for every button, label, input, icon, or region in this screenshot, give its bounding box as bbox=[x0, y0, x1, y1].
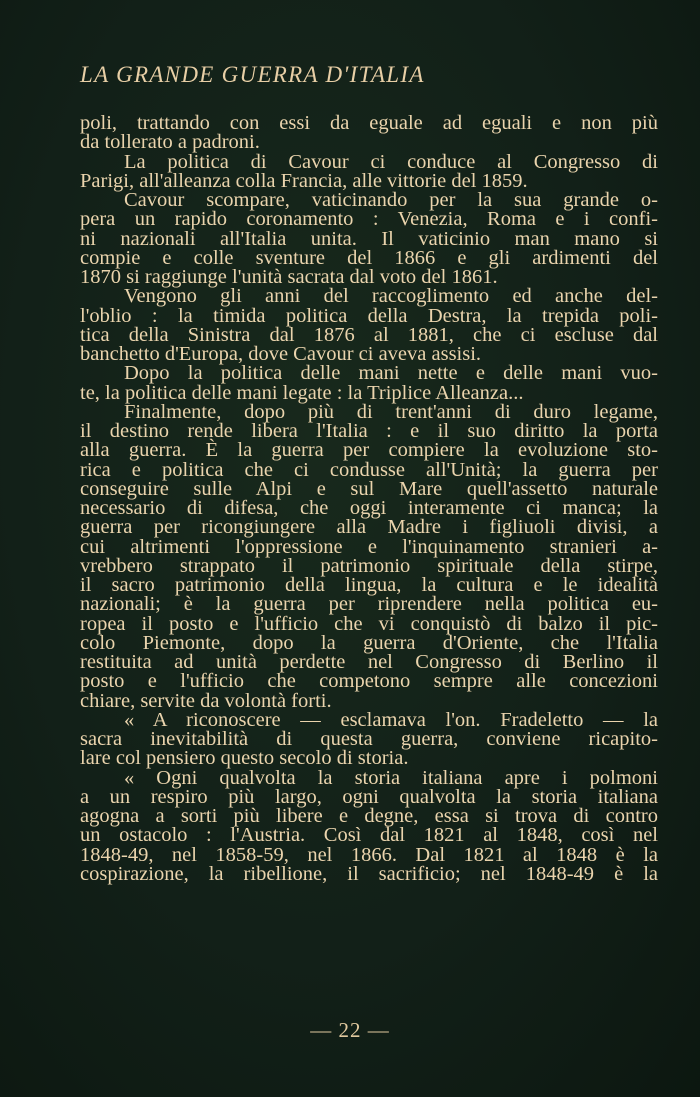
text-line: sacra inevitabilità di questa guerra, conviene ricapito- bbox=[80, 728, 658, 750]
text-line: il destino rende libera l'Italia : e il suo diritto la porta bbox=[80, 420, 658, 442]
text-line: Parigi, all'alleanza colla Francia, alle vittorie del 1859. bbox=[80, 169, 528, 192]
text-line: guerra per ricongiungere alla Madre i figliuoli divisi, a bbox=[80, 516, 658, 539]
text-line: Cavour scompare, vaticinando per la sua grande o- bbox=[124, 189, 658, 211]
text-line: pera un rapido coronamento : Venezia, Roma e i confi- bbox=[80, 208, 658, 231]
text-line: da tollerato a padroni. bbox=[80, 131, 260, 154]
text-line: nazionali; è la guerra per riprendere nella politica eu- bbox=[80, 593, 658, 616]
text-line: Finalmente, dopo più di trent'anni di duro legame, bbox=[124, 400, 658, 423]
text-line: l'oblio : la timida politica della Destra, la trepida poli- bbox=[80, 304, 658, 327]
text-line: « A riconoscere — esclamava l'on. Fradeletto — la bbox=[124, 708, 658, 731]
text-line: cospirazione, la ribellione, il sacrificio; nel 1848-49 è la bbox=[80, 862, 658, 885]
page-number: — 22 — bbox=[310, 1018, 390, 1042]
text-line: tica della Sinistra dal 1876 al 1881, che ci escluse dal bbox=[80, 323, 658, 346]
text-line: restituita ad unità perdette nel Congresso di Berlino il bbox=[80, 651, 658, 673]
text-line: colo Piemonte, dopo la guerra d'Oriente, che l'Italia bbox=[80, 631, 658, 654]
text-line: necessario di difesa, che oggi interamente ci manca; la bbox=[80, 497, 658, 519]
text-line: un ostacolo : l'Austria. Così dal 1821 al 1848, così nel bbox=[80, 824, 658, 847]
text-line: chiare, servite da volontà forti. bbox=[80, 689, 332, 712]
running-header: LA GRANDE GUERRA D'ITALIA bbox=[80, 62, 425, 87]
text-line: poli, trattando con essi da eguale ad eguali e non più bbox=[80, 112, 658, 134]
text-line: Vengono gli anni del raccoglimento ed anche del- bbox=[124, 285, 658, 308]
text-line: 1870 si raggiunge l'unità sacrata dal voto del 1861. bbox=[80, 266, 498, 288]
text-line: La politica di Cavour ci conduce al Congresso di bbox=[124, 150, 658, 173]
text-line: cui altrimenti l'oppressione e l'inquinamento stranieri a- bbox=[80, 535, 658, 558]
text-line: ropea il posto e l'ufficio che vi conquistò di balzo il pic- bbox=[80, 612, 658, 635]
text-line: Dopo la politica delle mani nette e delle mani vuo- bbox=[124, 362, 658, 385]
text-line: lare col pensiero questo secolo di storia. bbox=[80, 747, 409, 770]
text-line: conseguire sulle Alpi e sul Mare quell'assetto naturale bbox=[80, 477, 658, 500]
text-line: alla guerra. È la guerra per compiere la evoluzione sto- bbox=[80, 439, 658, 462]
text-line: agogna a sorti più libere e degne, essa si trova di contro bbox=[80, 805, 658, 827]
text-line: « Ogni qualvolta la storia italiana apre i polmoni bbox=[124, 766, 658, 789]
body-text bbox=[80, 114, 658, 884]
text-line: il sacro patrimonio della lingua, la cultura e le idealità bbox=[80, 574, 658, 596]
text-line: compie e colle sventure del 1866 e gli ardimenti del bbox=[80, 246, 658, 269]
text-line: ni nazionali all'Italia unita. Il vaticinio man mano si bbox=[80, 227, 658, 250]
text-line: vrebbero strappato il patrimonio spirituale della stirpe, bbox=[80, 554, 658, 577]
text-line: banchetto d'Europa, dove Cavour ci aveva assisi. bbox=[80, 343, 482, 365]
text-line: posto e l'ufficio che competono sempre alle concezioni bbox=[80, 670, 658, 693]
text-line: 1848-49, nel 1858-59, nel 1866. Dal 1821 al 1848 è la bbox=[80, 843, 658, 866]
text-line: a un respiro più largo, ogni qualvolta la storia italiana bbox=[80, 785, 658, 808]
text-line: te, la politica delle mani legate : la Triplice Alleanza... bbox=[80, 381, 524, 404]
text-line: rica e politica che ci condusse all'Unità; la guerra per bbox=[80, 458, 658, 481]
